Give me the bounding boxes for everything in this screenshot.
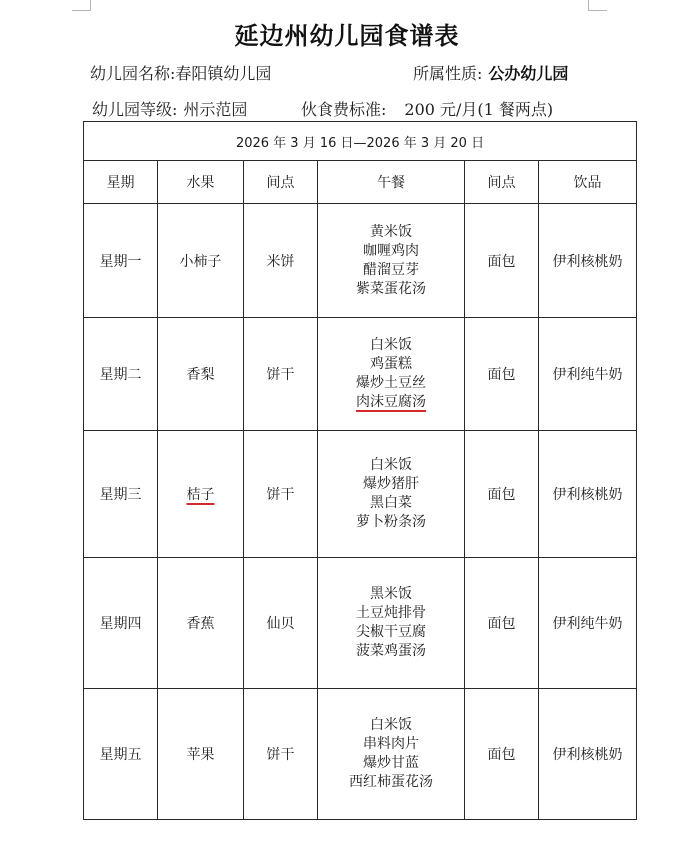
lunch-dish-spellcheck: 肉沫豆腐汤 [356,394,426,410]
weekday-cell: 星期四 [84,558,158,689]
table-row [84,318,637,431]
lunch-dish: 咖喱鸡肉 [363,242,419,259]
lunch-dish: 尖椒干豆腐 [356,624,426,640]
lunch-dish: 黑白菜 [370,495,412,511]
fruit-cell: 苹果 [158,689,244,820]
lunch-dish: 黄米饭 [370,223,412,240]
snack-cell: 面包 [465,318,539,431]
drink-cell: 伊利纯牛奶 [539,558,637,689]
fee-value: 200 元/月(1 餐两点) [404,100,554,119]
lunch-dish: 土豆炖排骨 [356,605,426,621]
lunch-dish: 鸡蛋糕 [370,356,412,372]
drink-cell: 伊利核桃奶 [539,431,637,558]
lunch-dish: 爆炒土豆丝 [356,375,426,391]
page-title: 延边州幼儿园食谱表 [234,21,460,50]
lunch-dish: 黑米饭 [370,586,412,602]
header-snack-morning: 间点 [244,161,318,204]
snack-cell: 面包 [465,558,539,689]
nature-line [413,61,568,84]
grade-label: 幼儿园等级: [92,100,178,119]
lunch-dish [318,393,464,412]
page-corner-mark [72,0,91,11]
kindergarten-name-line [90,61,271,84]
nature-value: 公办幼儿园 [488,64,569,83]
lunch-dish: 西红柿蛋花汤 [349,774,433,790]
snack-cell: 仙贝 [244,558,318,689]
fruit-spellcheck: 桔子 [186,487,215,503]
fee-label: 伙食费标准: [301,100,387,119]
drink-cell: 伊利纯牛奶 [539,318,637,431]
snack-cell: 米饼 [244,204,318,318]
lunch-cell [318,689,465,820]
table-row [84,558,637,689]
table-row [84,689,637,820]
snack-cell: 饼干 [244,689,318,820]
weekday-cell: 星期二 [84,318,158,431]
snack-cell: 饼干 [244,431,318,558]
fruit-cell: 小柿子 [158,204,244,318]
fruit-cell: 香蕉 [158,558,244,689]
lunch-dish: 爆炒猪肝 [363,476,419,492]
weekday-cell: 星期三 [84,431,158,558]
header-row [84,161,637,204]
header-drink: 饮品 [539,161,637,204]
header-weekday: 星期 [84,161,158,204]
table-row [84,431,637,558]
page-corner-mark [588,0,607,11]
date-range-row [84,122,637,161]
lunch-dish: 紫菜蛋花汤 [356,280,426,297]
nature-label: 所属性质: [413,64,483,83]
lunch-dish: 醋溜豆芽 [363,261,419,278]
kindergarten-name-label: 幼儿园名称: [90,64,176,83]
date-range: 2026 年 3 月 16 日—2026 年 3 月 20 日 [84,122,637,161]
header-snack-afternoon: 间点 [465,161,539,204]
lunch-cell [318,204,465,318]
lunch-dish: 串料肉片 [363,736,419,752]
lunch-dish: 白米饭 [370,457,412,473]
lunch-dish: 白米饭 [370,337,412,353]
drink-cell: 伊利核桃奶 [539,689,637,820]
grade-line [92,97,247,120]
lunch-dish: 爆炒甘蓝 [363,755,419,771]
header-fruit: 水果 [158,161,244,204]
snack-cell: 面包 [465,431,539,558]
lunch-cell [318,558,465,689]
snack-cell: 饼干 [244,318,318,431]
lunch-dish: 萝卜粉条汤 [356,514,426,530]
kindergarten-name-value: 春阳镇幼儿园 [175,64,272,83]
table-row [84,204,637,318]
grade-value: 州示范园 [183,100,248,119]
weekday-cell: 星期一 [84,204,158,318]
fruit-cell: 香梨 [158,318,244,431]
header-lunch: 午餐 [318,161,465,204]
fruit-cell [158,431,244,558]
lunch-dish: 白米饭 [370,717,412,733]
drink-cell: 伊利核桃奶 [539,204,637,318]
lunch-cell [318,431,465,558]
fee-line [301,97,553,120]
snack-cell: 面包 [465,204,539,318]
weekday-cell: 星期五 [84,689,158,820]
lunch-dish: 菠菜鸡蛋汤 [356,643,426,659]
lunch-cell [318,318,465,431]
snack-cell: 面包 [465,689,539,820]
menu-table [83,121,637,820]
